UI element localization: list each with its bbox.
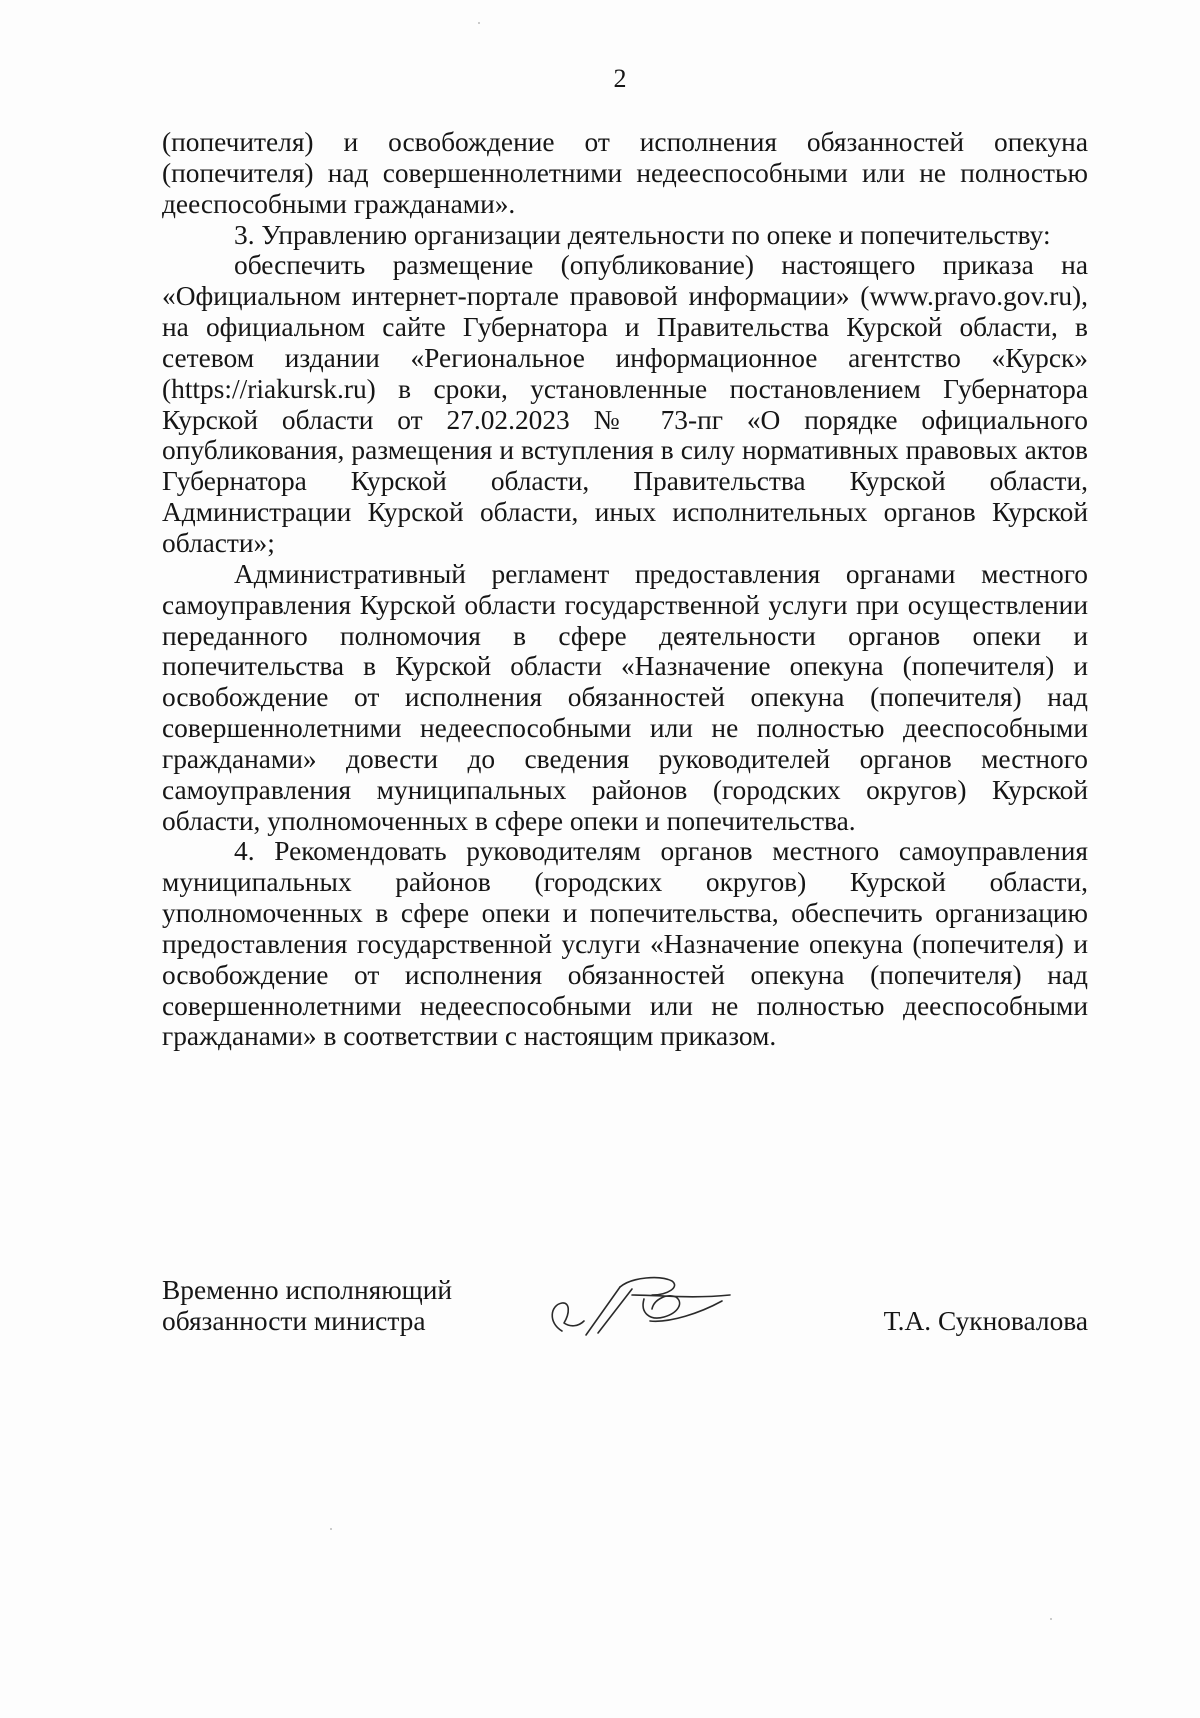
signature-block xyxy=(162,1275,1088,1355)
scan-speck xyxy=(1050,1618,1052,1620)
signatory-title xyxy=(162,1275,452,1337)
signatory-title-line2: обязанности министра xyxy=(162,1306,426,1336)
scan-speck xyxy=(478,22,480,24)
page-number: 2 xyxy=(613,64,627,93)
paragraph-item-3: 3. Управлению организации деятельности по опеке и попечительству: xyxy=(234,219,1051,250)
signatory-name: Т.А. Сукновалова xyxy=(883,1306,1088,1336)
scan-speck xyxy=(330,1528,332,1530)
document-body xyxy=(162,127,1088,1052)
signatory-title-line1: Временно исполняющий xyxy=(162,1275,453,1305)
paragraph-continuation: (попечителя) и освобождение от исполнения обязанностей опекуна (попечителя) над совершеннолетними недееспособными или не полностью дееспособными гражданами». xyxy=(162,127,1088,219)
paragraph-publication: обеспечить размещение (опубликование) настоящего приказа на «Официальном интернет-портале правовой информации» (www.pravo.gov.ru), на официальном сайте Губернатора и Правительства Курской области, в сетевом издании «Региональное информационное агентство «Курск» (https://riakursk.ru) в сроки, установленные постановлением Губернатора Курской области от 27.02.2023 № 73-пг «О порядке официального опубликования, размещения и вступления в силу нормативных правовых актов Губернатора Курской области, Правительства Курской области, Администрации Курской области, иных исполнительных органов Курской области»; xyxy=(162,250,1088,558)
handwritten-signature xyxy=(540,1265,740,1345)
paragraph-regulation: Административный регламент предоставления органами местного самоуправления Курской области государственной услуги при осуществлении переданного полномочия в сфере деятельности органов опеки и попечительства в Курской области «Назначение опекуна (попечителя) и освобождение от исполнения обязанностей опекуна (попечителя) над совершеннолетними недееспособными или не полностью дееспособными гражданами» довести до сведения руководителей органов местного самоуправления муниципальных районов (городских округов) Курской области, уполномоченных в сфере опеки и попечительства. xyxy=(162,558,1088,836)
paragraph-item-4: 4. Рекомендовать руководителям органов местного самоуправления муниципальных районов (городских округов) Курской области, уполномоченных в сфере опеки и попечительства, обеспечить организацию предоставления государственной услуги «Назначение опекуна (попечителя) и освобождение от исполнения обязанностей опекуна (попечителя) над совершеннолетними недееспособными или не полностью дееспособными гражданами» в соответствии с настоящим приказом. xyxy=(162,836,1088,1052)
